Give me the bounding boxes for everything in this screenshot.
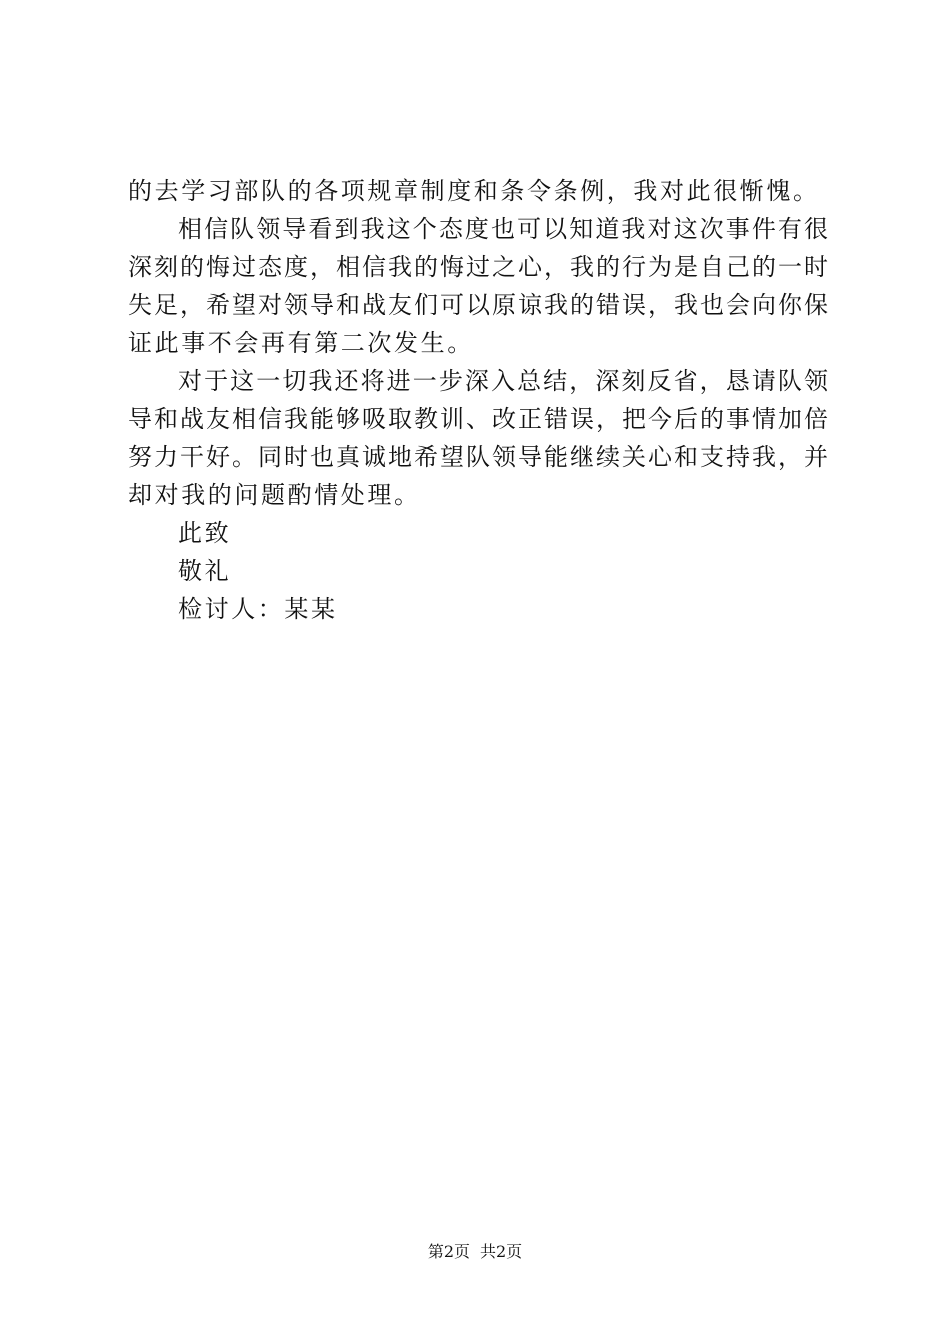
page-total: 共2页 — [480, 1242, 523, 1261]
paragraph-line: 深刻的悔过态度，相信我的悔过之心，我的行为是自己的一时 — [128, 253, 828, 281]
document-body — [128, 172, 828, 628]
closing-salutation: 此致 — [178, 519, 232, 547]
paragraph-line: 相信队领导看到我这个态度也可以知道我对这次事件有很 — [178, 215, 828, 243]
paragraph-line: 导和战友相信我能够吸取教训、改正错误，把今后的事情加倍 — [128, 405, 828, 433]
paragraph-line: 努力干好。同时也真诚地希望队领导能继续关心和支持我，并 — [128, 443, 828, 471]
paragraph-line: 的去学习部队的各项规章制度和条令条例，我对此很惭愧。 — [128, 177, 820, 205]
paragraph-line: 对于这一切我还将进一步深入总结，深刻反省，恳请队领 — [178, 367, 828, 395]
closing-regards: 敬礼 — [178, 557, 232, 585]
paragraph-line: 失足，希望对领导和战友们可以原谅我的错误，我也会向你保 — [128, 291, 828, 319]
paragraph-line: 却对我的问题酌情处理。 — [128, 481, 421, 509]
signature-line: 检讨人：某某 — [178, 595, 338, 623]
page-footer — [0, 1240, 950, 1264]
page-number: 第2页 — [427, 1242, 470, 1261]
paragraph-line: 证此事不会再有第二次发生。 — [128, 329, 474, 357]
